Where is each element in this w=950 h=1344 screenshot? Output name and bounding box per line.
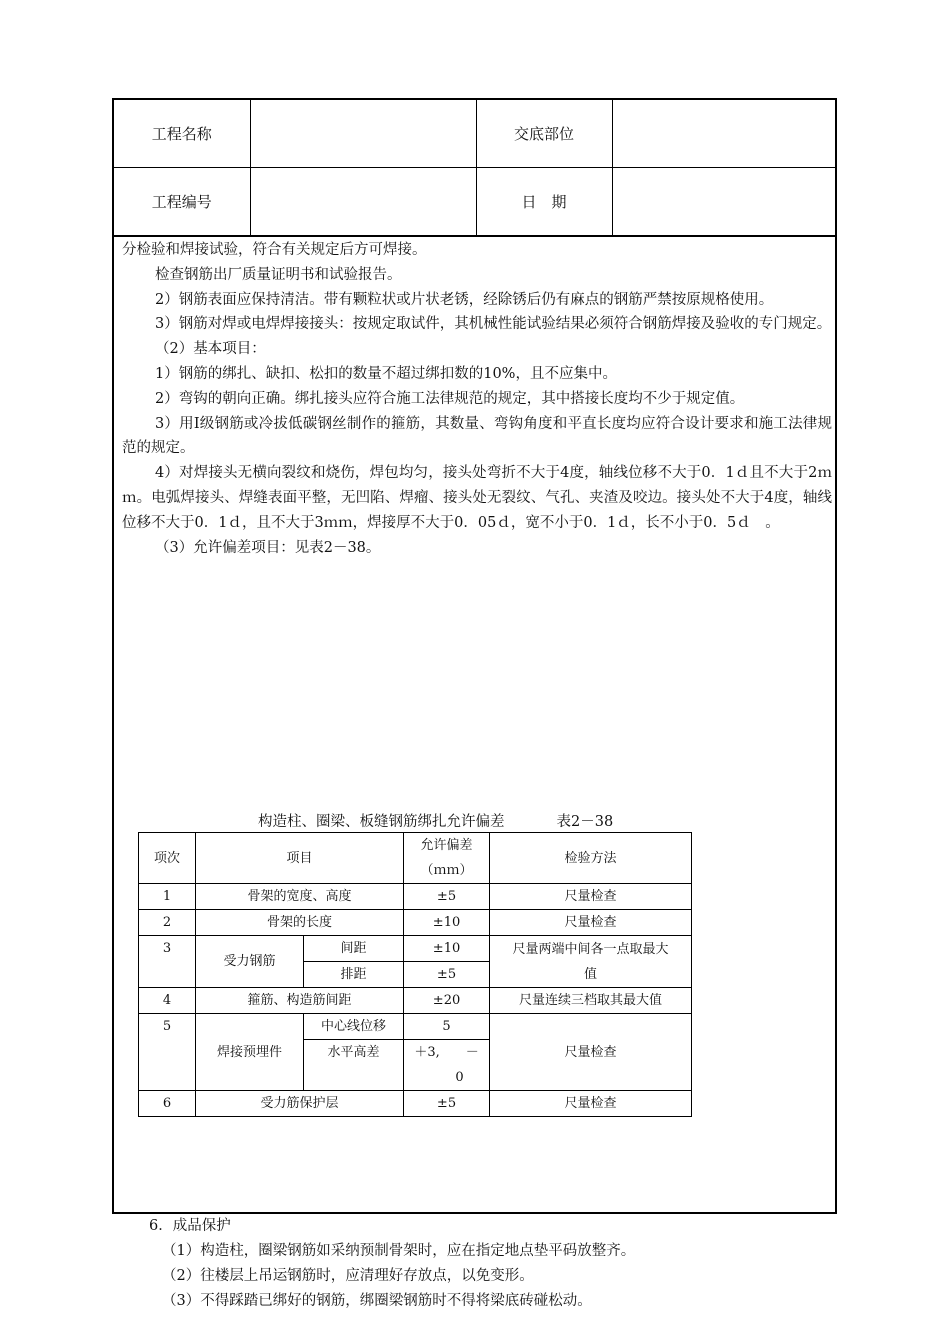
row-method <box>490 936 692 988</box>
paragraph: （2）基本项目： <box>155 341 266 358</box>
table-row <box>139 1091 692 1117</box>
table-row <box>139 936 692 962</box>
table-row <box>139 988 692 1014</box>
row-tolerance: ±5 <box>404 962 490 988</box>
handover-part-label: 交底部位 <box>476 100 612 168</box>
row-sub-item: 水平高差 <box>304 1040 404 1091</box>
row-no: 1 <box>139 884 196 910</box>
row-item: 骨架的宽度、高度 <box>196 884 404 910</box>
header-tolerance-line1: 允许偏差 <box>420 838 473 853</box>
row-method: 尺量检查 <box>490 910 692 936</box>
row-tolerance: ±10 <box>404 910 490 936</box>
body-text <box>122 238 832 560</box>
header-no: 项次 <box>139 833 196 884</box>
row-method: 尺量检查 <box>490 1091 692 1117</box>
row-tolerance: ±5 <box>404 884 490 910</box>
row-no: 2 <box>139 910 196 936</box>
section-heading: 6．成品保护 <box>149 1218 231 1234</box>
row-item: 受力筋保护层 <box>196 1091 404 1117</box>
row-group: 焊接预埋件 <box>196 1014 304 1091</box>
tolerance-table <box>138 832 692 1117</box>
row-method-line2: 值 <box>584 966 598 982</box>
paragraph: 3）钢筋对焊或电焊焊接接头：按规定取试件，其机械性能试验结果必须符合钢筋焊接及验收的专门规定。 <box>155 316 832 333</box>
paragraph: 2）钢筋表面应保持清洁。带有颗粒状或片状老锈，经除锈后仍有麻点的钢筋严禁按原规格使用。 <box>155 291 774 308</box>
table-caption-title: 构造柱、圈梁、板缝钢筋绑扎允许偏差 <box>258 814 505 830</box>
row-item: 箍筋、构造筋间距 <box>196 988 404 1014</box>
header-tolerance-line2: （ｍｍ） <box>420 863 473 878</box>
paragraph: （3）允许偏差项目：见表2－38。 <box>155 539 381 556</box>
table-row <box>139 884 692 910</box>
row-no: 6 <box>139 1091 196 1117</box>
paragraph: 2）弯钩的朝向正确。绑扎接头应符合施工法律规范的规定，其中搭接长度均不少于规定值。 <box>155 390 745 407</box>
list-item: （3）不得踩踏已绑好的钢筋，绑圈梁钢筋时不得将梁底砖碰松动。 <box>162 1293 592 1309</box>
row-no: 5 <box>139 1014 196 1091</box>
paragraph: 检查钢筋出厂质量证明书和试验报告。 <box>155 266 402 283</box>
table-row <box>139 910 692 936</box>
date-label: 日 期 <box>476 168 612 237</box>
header-table <box>114 100 835 237</box>
table-row <box>139 1014 692 1040</box>
row-tolerance: ±10 <box>404 936 490 962</box>
row-method: 尺量检查 <box>490 1014 692 1091</box>
row-tolerance <box>404 1040 490 1091</box>
list-item: （2）往楼层上吊运钢筋时，应清理好存放点，以免变形。 <box>162 1268 534 1284</box>
project-name-value[interactable] <box>250 100 476 168</box>
handover-part-value[interactable] <box>612 100 835 168</box>
row-sub-item: 中心线位移 <box>304 1014 404 1040</box>
row-no: 3 <box>139 936 196 988</box>
table-caption-number: 表2－38 <box>556 814 614 830</box>
header-tolerance <box>404 833 490 884</box>
project-no-value[interactable] <box>250 168 476 237</box>
row-method: 尺量检查 <box>490 884 692 910</box>
paragraph: 3）用Ⅰ级钢筋或冷拔低碳钢丝制作的箍筋，其数量、弯钩角度和平直长度均应符合设计要求和施工法律规范的规定。 <box>122 415 832 457</box>
row-item: 骨架的长度 <box>196 910 404 936</box>
row-tolerance: ±5 <box>404 1091 490 1117</box>
header-item: 项目 <box>196 833 404 884</box>
row-tolerance: 5 <box>404 1014 490 1040</box>
row-tolerance-line1: ＋3, － <box>414 1045 479 1060</box>
table-caption <box>258 810 613 831</box>
row-no: 4 <box>139 988 196 1014</box>
row-tolerance-line2: 0 <box>455 1070 464 1085</box>
date-value[interactable] <box>612 168 835 237</box>
row-tolerance: ±20 <box>404 988 490 1014</box>
project-name-label: 工程名称 <box>114 100 250 168</box>
paragraph: 1）钢筋的绑扎、缺扣、松扣的数量不超过绑扣数的10%，且不应集中。 <box>155 365 617 382</box>
product-protection-section <box>122 1214 832 1314</box>
paragraph: 4）对焊接头无横向裂纹和烧伤，焊包均匀，接头处弯折不大于4度，轴线位移不大于0．1ｄ且不大于2ｍｍ。电弧焊接头、焊缝表面平整，无凹陷、焊瘤、接头处无裂纹、气孔、夹渣及咬边。接头处不大于4度，轴线位移不大于0．1ｄ，且不大于3ｍｍ，焊接厚不大于0．05ｄ，宽不小于0．1ｄ，长不小于0．5ｄ 。 <box>122 465 832 531</box>
row-method: 尺量连续三档取其最大值 <box>490 988 692 1014</box>
row-sub-item: 间距 <box>304 936 404 962</box>
header-method: 检验方法 <box>490 833 692 884</box>
row-method-line1: 尺量两端中间各一点取最大 <box>512 941 669 957</box>
paragraph: 分检验和焊接试验，符合有关规定后方可焊接。 <box>122 242 427 258</box>
row-group: 受力钢筋 <box>196 936 304 988</box>
row-sub-item: 排距 <box>304 962 404 988</box>
list-item: （1）构造柱，圈梁钢筋如采纳预制骨架时，应在指定地点垫平码放整齐。 <box>162 1243 636 1259</box>
project-no-label: 工程编号 <box>114 168 250 237</box>
